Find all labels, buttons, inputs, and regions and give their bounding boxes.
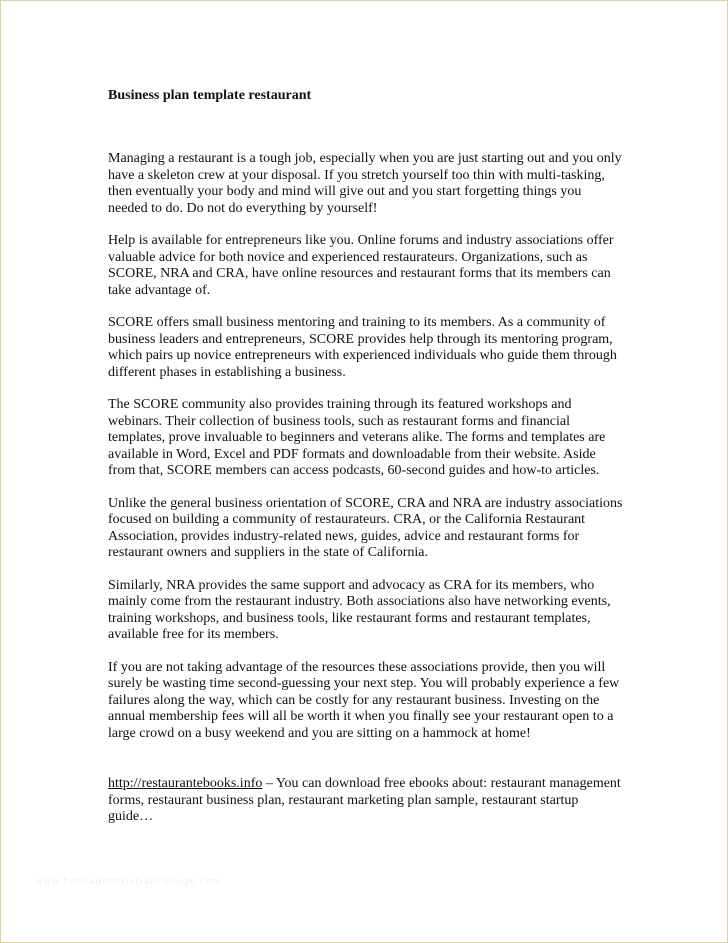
watermark: www.heritagechristiancollege.com bbox=[35, 877, 222, 887]
paragraph-3: SCORE offers small business mentoring and training to its members. As a community of business leaders and entrepreneurs, SCORE provides help through its mentoring program, which pairs up novice entrepreneurs with experienced individuals who guide them through different phases in establishing a business. bbox=[108, 315, 617, 380]
paragraph-7: If you are not taking advantage of the resources these associations provide, then you will surely be wasting time second-guessing your next step. You will probably experience a few failures along the way, which can be costly for any restaurant business. Investing on the annual membership fees will all be worth it when you finally see your restaurant open to a large crowd on a busy weekend and you are sitting on a hammock at home! bbox=[108, 659, 620, 741]
paragraph-5: Unlike the general business orientation of SCORE, CRA and NRA are industry associations focused on building a community of restaurateurs. CRA, or the California Restaurant Association, provides industry-related news, guides, advice and restaurant forms for restaurant owners and suppliers in the state of California. bbox=[108, 495, 623, 560]
document-body bbox=[108, 87, 623, 842]
footer-note bbox=[108, 776, 623, 826]
ebooks-link[interactable]: http://restaurantebooks.info bbox=[108, 776, 263, 791]
document-title: Business plan template restaurant bbox=[108, 88, 312, 103]
paragraph-1: Managing a restaurant is a tough job, especially when you are just starting out and you only have a skeleton crew at your disposal. If you stretch yourself too thin with multi-tasking, then eventually your body and mind will give out and you start forgetting things you needed to do. Do not do everything by yourself! bbox=[108, 151, 622, 216]
paragraph-2: Help is available for entrepreneurs like you. Online forums and industry associations offer valuable advice for both novice and experienced restaurateurs. Organizations, such as SCORE, NRA and CRA, have online resources and restaurant forms that its members can take advantage of. bbox=[108, 233, 614, 298]
paragraph-4: The SCORE community also provides training through its featured workshops and webinars. Their collection of business tools, such as restaurant forms and financial templates, prove invaluable to beginners and veterans alike. The forms and templates are available in Word, Excel and PDF formats and downloadable from their website. Aside from that, SCORE members can access podcasts, 60-second guides and how-to articles. bbox=[108, 397, 606, 478]
footer-text: – You can download free ebooks about: restaurant management forms, restaurant business plan, restaurant marketing plan sample, restaurant startup guide… bbox=[108, 776, 621, 824]
paragraph-6: Similarly, NRA provides the same support and advocacy as CRA for its members, who mainly come from the restaurant industry. Both associations also have networking events, training workshops, and business tools, like restaurant forms and restaurant templates, available free for its members. bbox=[108, 577, 611, 642]
